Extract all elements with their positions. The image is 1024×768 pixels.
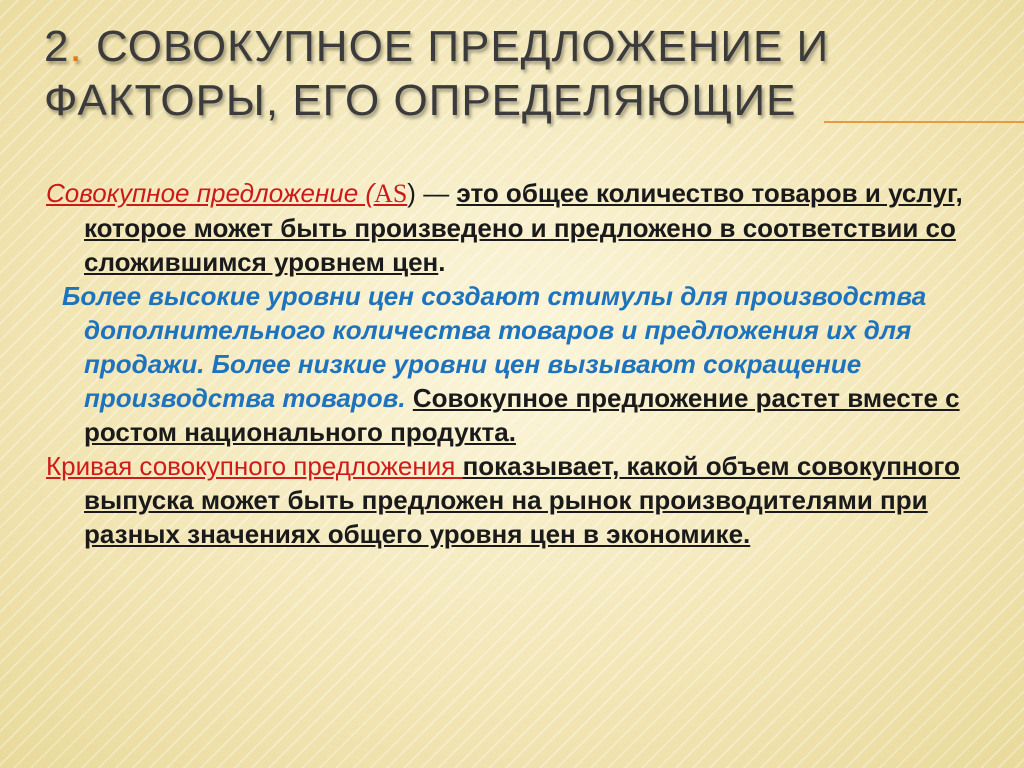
price-level-note: Более высокие уровни цен создают стимулы для производства дополнительного количества товаров и предложения их для продажи. Более низкие уровни цен вызывают сокращение производства товаров. bbox=[62, 281, 927, 413]
term-abbreviation: AS bbox=[374, 179, 408, 208]
supply-growth-statement: Совокупное предложение растет вместе с ростом национального продукта. bbox=[84, 383, 960, 447]
definition-dash: — bbox=[415, 178, 457, 208]
title-text: СОВОКУПНОЕ ПРЕДЛОЖЕНИЕ И ФАКТОРЫ, ЕГО ОПРЕДЕЛЯЮЩИЕ bbox=[44, 22, 830, 125]
term-close-paren: ) bbox=[407, 178, 416, 208]
definition-end: . bbox=[438, 247, 446, 277]
title-number-dot: . bbox=[69, 22, 83, 71]
term-aggregate-supply: Совокупное предложение ( bbox=[46, 178, 375, 208]
slide-title bbox=[44, 20, 994, 128]
paragraph-price-effects bbox=[46, 279, 996, 449]
title-accent-rule bbox=[824, 121, 1024, 123]
supply-curve-definition: показывает, какой объем совокупного выпуска может быть предложен на рынок производителями при разных значениях общего уровня цен в экономике. bbox=[84, 451, 960, 549]
slide-body bbox=[46, 176, 996, 551]
title-number: 2 bbox=[44, 22, 70, 71]
definition-text: это общее количество товаров и услуг, которое может быть произведено и предложено в соответствии со сложившимся уровнем цен bbox=[84, 178, 963, 277]
paragraph-supply-curve bbox=[46, 449, 996, 551]
paragraph-definition bbox=[46, 176, 996, 279]
term-supply-curve: Кривая совокупного предложения bbox=[46, 451, 463, 481]
